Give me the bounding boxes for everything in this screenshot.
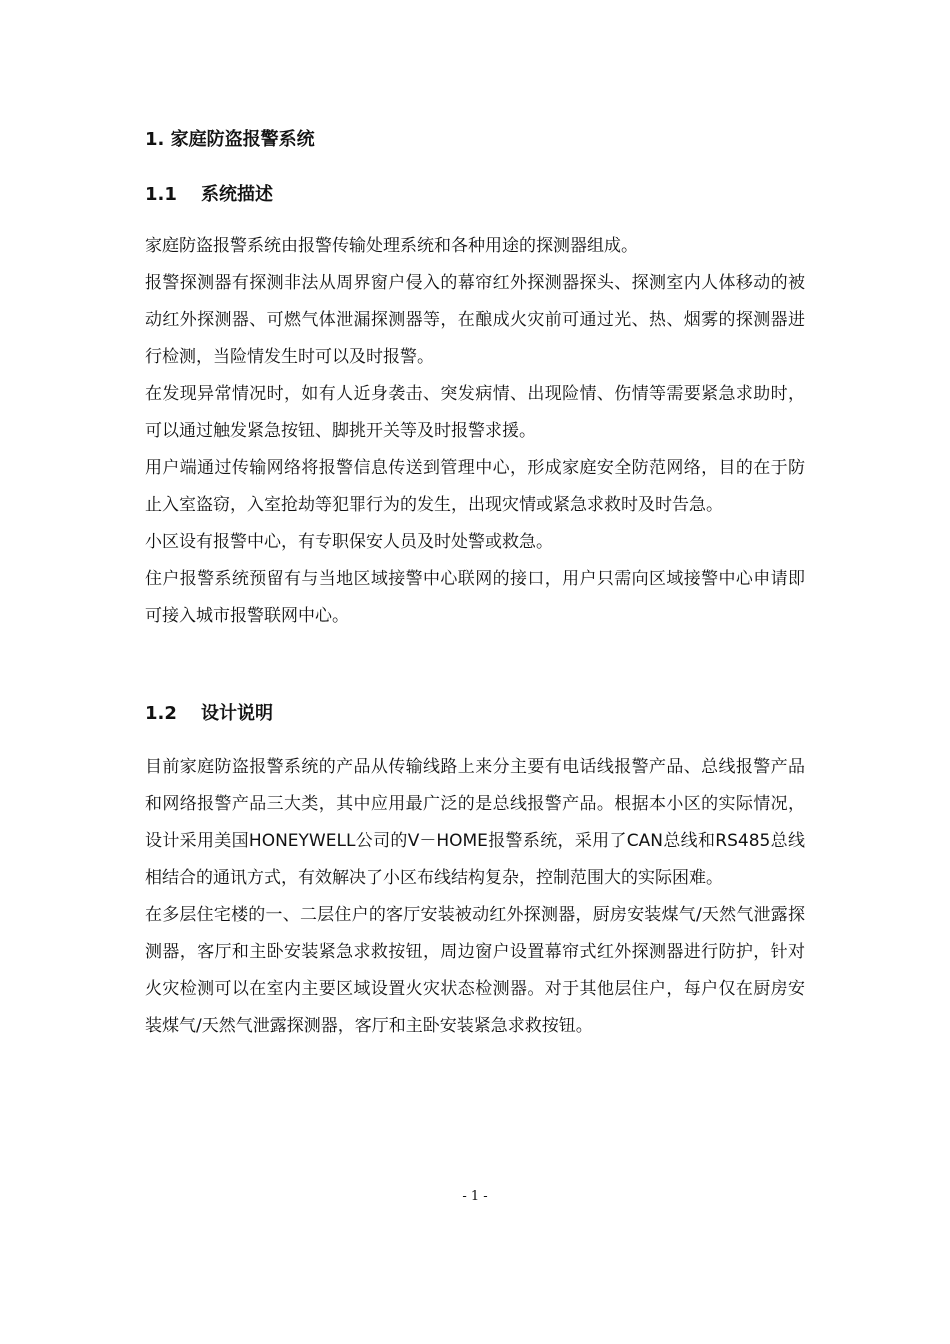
paragraph: 在发现异常情况时，如有人近身袭击、突发病情、出现险情、伤情等需要紧急求助时，可以通过触发紧急按钮、脚挑开关等及时报警求援。 <box>145 384 805 441</box>
chapter-title: 1. 家庭防盗报警系统 <box>145 129 315 150</box>
paragraph: 家庭防盗报警系统由报警传输处理系统和各种用途的探测器组成。 <box>145 236 638 256</box>
section-body-1-2 <box>145 749 805 1045</box>
section-heading-1-1 <box>145 181 273 209</box>
section-number: 1.2 <box>145 703 177 724</box>
paragraph: 目前家庭防盗报警系统的产品从传输线路上来分主要有电话线报警产品、总线报警产品和网络报警产品三大类，其中应用最广泛的是总线报警产品。根据本小区的实际情况，设计采用美国HONEYWELL公司的V－HOME报警系统，采用了CAN总线和RS485总线相结合的通讯方式，有效解决了小区布线结构复杂，控制范围大的实际困难。 <box>145 757 805 888</box>
section-heading-1-2 <box>145 700 273 728</box>
section-title: 设计说明 <box>201 703 273 724</box>
paragraph: 在多层住宅楼的一、二层住户的客厅安装被动红外探测器，厨房安装煤气/天然气泄露探测器，客厅和主卧安装紧急求救按钮，周边窗户设置幕帘式红外探测器进行防护，针对火灾检测可以在室内主要区域设置火灾状态检测器。对于其他层住户，每户仅在厨房安装煤气/天然气泄露探测器，客厅和主卧安装紧急求救按钮。 <box>145 905 805 1036</box>
page-number: - 1 - <box>462 1189 488 1204</box>
section-number: 1.1 <box>145 184 177 205</box>
paragraph: 小区设有报警中心，有专职保安人员及时处警或救急。 <box>145 532 553 552</box>
section-body-1-1 <box>145 228 805 635</box>
section-title: 系统描述 <box>201 184 273 205</box>
paragraph: 住户报警系统预留有与当地区域接警中心联网的接口，用户只需向区域接警中心申请即可接入城市报警联网中心。 <box>145 569 805 626</box>
paragraph: 用户端通过传输网络将报警信息传送到管理中心，形成家庭安全防范网络，目的在于防止入室盗窃，入室抢劫等犯罪行为的发生，出现灾情或紧急求救时及时告急。 <box>145 458 805 515</box>
paragraph: 报警探测器有探测非法从周界窗户侵入的幕帘红外探测器探头、探测室内人体移动的被动红外探测器、可燃气体泄漏探测器等，在酿成火灾前可通过光、热、烟雾的探测器进行检测，当险情发生时可以及时报警。 <box>145 273 805 367</box>
